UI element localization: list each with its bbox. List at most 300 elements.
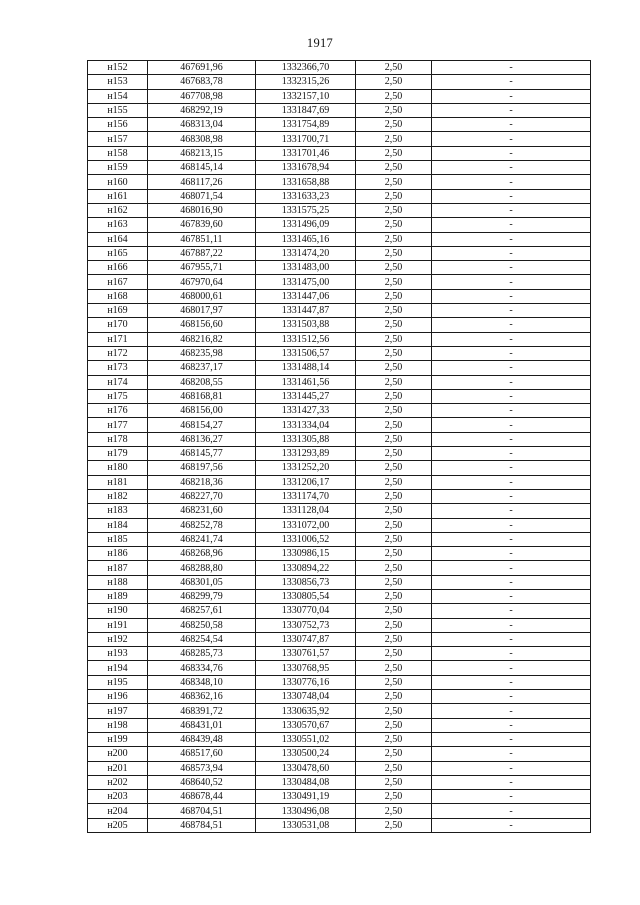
y-coordinate-cell: 1330894,22	[256, 561, 356, 575]
y-coordinate-cell: 1330635,92	[256, 704, 356, 718]
x-coordinate-cell: 468334,76	[148, 661, 256, 675]
accuracy-cell: 2,50	[356, 361, 432, 375]
note-cell: -	[432, 275, 591, 289]
table-row	[88, 718, 591, 732]
table-row	[88, 675, 591, 689]
note-cell: -	[432, 361, 591, 375]
accuracy-cell: 2,50	[356, 718, 432, 732]
table-row	[88, 146, 591, 160]
y-coordinate-cell: 1330478,60	[256, 761, 356, 775]
accuracy-cell: 2,50	[356, 475, 432, 489]
y-coordinate-cell: 1331701,46	[256, 146, 356, 160]
x-coordinate-cell: 467683,78	[148, 75, 256, 89]
x-coordinate-cell: 468000,61	[148, 289, 256, 303]
y-coordinate-cell: 1331006,52	[256, 532, 356, 546]
point-id-cell: н163	[88, 218, 148, 232]
table-row	[88, 747, 591, 761]
point-id-cell: н152	[88, 61, 148, 75]
accuracy-cell: 2,50	[356, 332, 432, 346]
accuracy-cell: 2,50	[356, 761, 432, 775]
point-id-cell: н183	[88, 504, 148, 518]
x-coordinate-cell: 468241,74	[148, 532, 256, 546]
note-cell: -	[432, 189, 591, 203]
note-cell: -	[432, 718, 591, 732]
note-cell: -	[432, 404, 591, 418]
x-coordinate-cell: 468678,44	[148, 790, 256, 804]
x-coordinate-cell: 468301,05	[148, 575, 256, 589]
accuracy-cell: 2,50	[356, 661, 432, 675]
y-coordinate-cell: 1331678,94	[256, 161, 356, 175]
accuracy-cell: 2,50	[356, 504, 432, 518]
table-row	[88, 346, 591, 360]
y-coordinate-cell: 1332157,10	[256, 89, 356, 103]
y-coordinate-cell: 1330484,08	[256, 775, 356, 789]
table-row	[88, 261, 591, 275]
note-cell: -	[432, 447, 591, 461]
x-coordinate-cell: 467708,98	[148, 89, 256, 103]
x-coordinate-cell: 468071,54	[148, 189, 256, 203]
accuracy-cell: 2,50	[356, 489, 432, 503]
y-coordinate-cell: 1331483,00	[256, 261, 356, 275]
note-cell: -	[432, 146, 591, 160]
x-coordinate-cell: 468313,04	[148, 118, 256, 132]
note-cell: -	[432, 218, 591, 232]
point-id-cell: н161	[88, 189, 148, 203]
note-cell: -	[432, 346, 591, 360]
x-coordinate-cell: 468252,78	[148, 518, 256, 532]
x-coordinate-cell: 468704,51	[148, 804, 256, 818]
note-cell: -	[432, 604, 591, 618]
point-id-cell: н179	[88, 447, 148, 461]
point-id-cell: н201	[88, 761, 148, 775]
point-id-cell: н177	[88, 418, 148, 432]
accuracy-cell: 2,50	[356, 261, 432, 275]
table-row	[88, 804, 591, 818]
y-coordinate-cell: 1330570,67	[256, 718, 356, 732]
point-id-cell: н175	[88, 389, 148, 403]
note-cell: -	[432, 518, 591, 532]
y-coordinate-cell: 1330748,04	[256, 690, 356, 704]
note-cell: -	[432, 747, 591, 761]
accuracy-cell: 2,50	[356, 790, 432, 804]
table-row	[88, 661, 591, 675]
point-id-cell: н198	[88, 718, 148, 732]
accuracy-cell: 2,50	[356, 389, 432, 403]
x-coordinate-cell: 468292,19	[148, 103, 256, 117]
table-row	[88, 175, 591, 189]
x-coordinate-cell: 468213,15	[148, 146, 256, 160]
note-cell: -	[432, 804, 591, 818]
accuracy-cell: 2,50	[356, 189, 432, 203]
table-row	[88, 561, 591, 575]
accuracy-cell: 2,50	[356, 146, 432, 160]
y-coordinate-cell: 1331072,00	[256, 518, 356, 532]
note-cell: -	[432, 161, 591, 175]
table-row	[88, 604, 591, 618]
table-row	[88, 732, 591, 746]
note-cell: -	[432, 118, 591, 132]
table-row	[88, 547, 591, 561]
accuracy-cell: 2,50	[356, 461, 432, 475]
table-row	[88, 161, 591, 175]
point-id-cell: н156	[88, 118, 148, 132]
x-coordinate-cell: 468136,27	[148, 432, 256, 446]
y-coordinate-cell: 1331305,88	[256, 432, 356, 446]
y-coordinate-cell: 1330770,04	[256, 604, 356, 618]
table-row	[88, 618, 591, 632]
x-coordinate-cell: 468573,94	[148, 761, 256, 775]
table-row	[88, 132, 591, 146]
note-cell: -	[432, 504, 591, 518]
note-cell: -	[432, 790, 591, 804]
y-coordinate-cell: 1331496,09	[256, 218, 356, 232]
accuracy-cell: 2,50	[356, 304, 432, 318]
point-id-cell: н193	[88, 647, 148, 661]
x-coordinate-cell: 468254,54	[148, 632, 256, 646]
point-id-cell: н202	[88, 775, 148, 789]
point-id-cell: н194	[88, 661, 148, 675]
table-row	[88, 75, 591, 89]
point-id-cell: н182	[88, 489, 148, 503]
table-row	[88, 218, 591, 232]
table-row	[88, 418, 591, 432]
x-coordinate-cell: 467839,60	[148, 218, 256, 232]
note-cell: -	[432, 532, 591, 546]
accuracy-cell: 2,50	[356, 404, 432, 418]
accuracy-cell: 2,50	[356, 432, 432, 446]
point-id-cell: н171	[88, 332, 148, 346]
y-coordinate-cell: 1330500,24	[256, 747, 356, 761]
x-coordinate-cell: 468348,10	[148, 675, 256, 689]
accuracy-cell: 2,50	[356, 447, 432, 461]
accuracy-cell: 2,50	[356, 604, 432, 618]
page-number: 1917	[306, 36, 334, 50]
note-cell: -	[432, 75, 591, 89]
accuracy-cell: 2,50	[356, 589, 432, 603]
y-coordinate-cell: 1331334,04	[256, 418, 356, 432]
x-coordinate-cell: 468218,36	[148, 475, 256, 489]
accuracy-cell: 2,50	[356, 289, 432, 303]
x-coordinate-cell: 468308,98	[148, 132, 256, 146]
point-id-cell: н154	[88, 89, 148, 103]
y-coordinate-cell: 1331427,33	[256, 404, 356, 418]
coordinates-table	[87, 60, 591, 833]
table-row	[88, 647, 591, 661]
note-cell: -	[432, 389, 591, 403]
accuracy-cell: 2,50	[356, 561, 432, 575]
accuracy-cell: 2,50	[356, 375, 432, 389]
table-row	[88, 332, 591, 346]
table-row	[88, 790, 591, 804]
note-cell: -	[432, 589, 591, 603]
y-coordinate-cell: 1331465,16	[256, 232, 356, 246]
accuracy-cell: 2,50	[356, 132, 432, 146]
point-id-cell: н165	[88, 246, 148, 260]
note-cell: -	[432, 418, 591, 432]
point-id-cell: н172	[88, 346, 148, 360]
table-row	[88, 232, 591, 246]
accuracy-cell: 2,50	[356, 632, 432, 646]
point-id-cell: н190	[88, 604, 148, 618]
table-row	[88, 818, 591, 832]
x-coordinate-cell: 468640,52	[148, 775, 256, 789]
y-coordinate-cell: 1331754,89	[256, 118, 356, 132]
y-coordinate-cell: 1331293,89	[256, 447, 356, 461]
accuracy-cell: 2,50	[356, 218, 432, 232]
accuracy-cell: 2,50	[356, 89, 432, 103]
x-coordinate-cell: 468117,26	[148, 175, 256, 189]
y-coordinate-cell: 1330768,95	[256, 661, 356, 675]
y-coordinate-cell: 1331447,87	[256, 304, 356, 318]
table-row	[88, 203, 591, 217]
point-id-cell: н191	[88, 618, 148, 632]
point-id-cell: н199	[88, 732, 148, 746]
y-coordinate-cell: 1331474,20	[256, 246, 356, 260]
table-row	[88, 404, 591, 418]
accuracy-cell: 2,50	[356, 275, 432, 289]
point-id-cell: н192	[88, 632, 148, 646]
accuracy-cell: 2,50	[356, 203, 432, 217]
note-cell: -	[432, 432, 591, 446]
x-coordinate-cell: 467691,96	[148, 61, 256, 75]
accuracy-cell: 2,50	[356, 103, 432, 117]
x-coordinate-cell: 468439,48	[148, 732, 256, 746]
accuracy-cell: 2,50	[356, 732, 432, 746]
note-cell: -	[432, 175, 591, 189]
note-cell: -	[432, 561, 591, 575]
table-row	[88, 532, 591, 546]
x-coordinate-cell: 468391,72	[148, 704, 256, 718]
point-id-cell: н196	[88, 690, 148, 704]
x-coordinate-cell: 468017,97	[148, 304, 256, 318]
note-cell: -	[432, 690, 591, 704]
x-coordinate-cell: 467851,11	[148, 232, 256, 246]
point-id-cell: н181	[88, 475, 148, 489]
y-coordinate-cell: 1331700,71	[256, 132, 356, 146]
y-coordinate-cell: 1330491,19	[256, 790, 356, 804]
point-id-cell: н178	[88, 432, 148, 446]
accuracy-cell: 2,50	[356, 690, 432, 704]
table-row	[88, 690, 591, 704]
table-row	[88, 704, 591, 718]
note-cell: -	[432, 332, 591, 346]
point-id-cell: н166	[88, 261, 148, 275]
table-row	[88, 304, 591, 318]
y-coordinate-cell: 1331252,20	[256, 461, 356, 475]
point-id-cell: н188	[88, 575, 148, 589]
y-coordinate-cell: 1330805,54	[256, 589, 356, 603]
y-coordinate-cell: 1332366,70	[256, 61, 356, 75]
point-id-cell: н167	[88, 275, 148, 289]
table-row	[88, 461, 591, 475]
accuracy-cell: 2,50	[356, 675, 432, 689]
note-cell: -	[432, 132, 591, 146]
accuracy-cell: 2,50	[356, 61, 432, 75]
table-row	[88, 246, 591, 260]
table-row	[88, 775, 591, 789]
note-cell: -	[432, 61, 591, 75]
accuracy-cell: 2,50	[356, 232, 432, 246]
accuracy-cell: 2,50	[356, 747, 432, 761]
table-row	[88, 632, 591, 646]
note-cell: -	[432, 661, 591, 675]
note-cell: -	[432, 575, 591, 589]
y-coordinate-cell: 1330776,16	[256, 675, 356, 689]
x-coordinate-cell: 468227,70	[148, 489, 256, 503]
note-cell: -	[432, 289, 591, 303]
note-cell: -	[432, 103, 591, 117]
note-cell: -	[432, 632, 591, 646]
y-coordinate-cell: 1331461,56	[256, 375, 356, 389]
table-row	[88, 361, 591, 375]
accuracy-cell: 2,50	[356, 704, 432, 718]
point-id-cell: н153	[88, 75, 148, 89]
point-id-cell: н162	[88, 203, 148, 217]
x-coordinate-cell: 468145,77	[148, 447, 256, 461]
table-row	[88, 518, 591, 532]
y-coordinate-cell: 1331575,25	[256, 203, 356, 217]
point-id-cell: н155	[88, 103, 148, 117]
table-row	[88, 575, 591, 589]
x-coordinate-cell: 468145,14	[148, 161, 256, 175]
note-cell: -	[432, 246, 591, 260]
point-id-cell: н173	[88, 361, 148, 375]
note-cell: -	[432, 732, 591, 746]
x-coordinate-cell: 467970,64	[148, 275, 256, 289]
accuracy-cell: 2,50	[356, 804, 432, 818]
point-id-cell: н170	[88, 318, 148, 332]
table-row	[88, 275, 591, 289]
point-id-cell: н187	[88, 561, 148, 575]
x-coordinate-cell: 468237,17	[148, 361, 256, 375]
note-cell: -	[432, 203, 591, 217]
note-cell: -	[432, 261, 591, 275]
accuracy-cell: 2,50	[356, 818, 432, 832]
x-coordinate-cell: 468431,01	[148, 718, 256, 732]
table-row	[88, 761, 591, 775]
note-cell: -	[432, 318, 591, 332]
point-id-cell: н176	[88, 404, 148, 418]
y-coordinate-cell: 1331128,04	[256, 504, 356, 518]
x-coordinate-cell: 468156,00	[148, 404, 256, 418]
point-id-cell: н164	[88, 232, 148, 246]
table-row	[88, 89, 591, 103]
accuracy-cell: 2,50	[356, 547, 432, 561]
point-id-cell: н168	[88, 289, 148, 303]
note-cell: -	[432, 547, 591, 561]
note-cell: -	[432, 775, 591, 789]
note-cell: -	[432, 232, 591, 246]
table-row	[88, 189, 591, 203]
accuracy-cell: 2,50	[356, 618, 432, 632]
accuracy-cell: 2,50	[356, 75, 432, 89]
table-row	[88, 103, 591, 117]
accuracy-cell: 2,50	[356, 175, 432, 189]
y-coordinate-cell: 1331488,14	[256, 361, 356, 375]
point-id-cell: н205	[88, 818, 148, 832]
point-id-cell: н160	[88, 175, 148, 189]
accuracy-cell: 2,50	[356, 418, 432, 432]
x-coordinate-cell: 468285,73	[148, 647, 256, 661]
x-coordinate-cell: 468299,79	[148, 589, 256, 603]
table-row	[88, 61, 591, 75]
x-coordinate-cell: 468216,82	[148, 332, 256, 346]
note-cell: -	[432, 675, 591, 689]
table-row	[88, 318, 591, 332]
accuracy-cell: 2,50	[356, 246, 432, 260]
y-coordinate-cell: 1330551,02	[256, 732, 356, 746]
table-row	[88, 432, 591, 446]
note-cell: -	[432, 461, 591, 475]
y-coordinate-cell: 1332315,26	[256, 75, 356, 89]
x-coordinate-cell: 467955,71	[148, 261, 256, 275]
y-coordinate-cell: 1331174,70	[256, 489, 356, 503]
x-coordinate-cell: 468197,56	[148, 461, 256, 475]
point-id-cell: н169	[88, 304, 148, 318]
point-id-cell: н180	[88, 461, 148, 475]
note-cell: -	[432, 704, 591, 718]
y-coordinate-cell: 1330856,73	[256, 575, 356, 589]
y-coordinate-cell: 1330752,73	[256, 618, 356, 632]
y-coordinate-cell: 1330496,08	[256, 804, 356, 818]
point-id-cell: н189	[88, 589, 148, 603]
x-coordinate-cell: 468208,55	[148, 375, 256, 389]
x-coordinate-cell: 468784,51	[148, 818, 256, 832]
table-row	[88, 489, 591, 503]
note-cell: -	[432, 761, 591, 775]
y-coordinate-cell: 1330761,57	[256, 647, 356, 661]
point-id-cell: н158	[88, 146, 148, 160]
point-id-cell: н204	[88, 804, 148, 818]
table-row	[88, 289, 591, 303]
x-coordinate-cell: 468235,98	[148, 346, 256, 360]
accuracy-cell: 2,50	[356, 532, 432, 546]
x-coordinate-cell: 468231,60	[148, 504, 256, 518]
y-coordinate-cell: 1331475,00	[256, 275, 356, 289]
note-cell: -	[432, 304, 591, 318]
x-coordinate-cell: 468154,27	[148, 418, 256, 432]
coordinates-table-body	[88, 61, 591, 833]
point-id-cell: н186	[88, 547, 148, 561]
x-coordinate-cell: 468016,90	[148, 203, 256, 217]
x-coordinate-cell: 468250,58	[148, 618, 256, 632]
table-row	[88, 118, 591, 132]
accuracy-cell: 2,50	[356, 118, 432, 132]
y-coordinate-cell: 1331506,57	[256, 346, 356, 360]
point-id-cell: н185	[88, 532, 148, 546]
accuracy-cell: 2,50	[356, 575, 432, 589]
note-cell: -	[432, 375, 591, 389]
x-coordinate-cell: 468268,96	[148, 547, 256, 561]
y-coordinate-cell: 1330747,87	[256, 632, 356, 646]
x-coordinate-cell: 468257,61	[148, 604, 256, 618]
x-coordinate-cell: 468362,16	[148, 690, 256, 704]
point-id-cell: н184	[88, 518, 148, 532]
y-coordinate-cell: 1331658,88	[256, 175, 356, 189]
y-coordinate-cell: 1330986,15	[256, 547, 356, 561]
note-cell: -	[432, 647, 591, 661]
table-row	[88, 447, 591, 461]
note-cell: -	[432, 89, 591, 103]
accuracy-cell: 2,50	[356, 318, 432, 332]
y-coordinate-cell: 1331512,56	[256, 332, 356, 346]
x-coordinate-cell: 468288,80	[148, 561, 256, 575]
accuracy-cell: 2,50	[356, 346, 432, 360]
point-id-cell: н195	[88, 675, 148, 689]
accuracy-cell: 2,50	[356, 647, 432, 661]
accuracy-cell: 2,50	[356, 775, 432, 789]
table-row	[88, 475, 591, 489]
